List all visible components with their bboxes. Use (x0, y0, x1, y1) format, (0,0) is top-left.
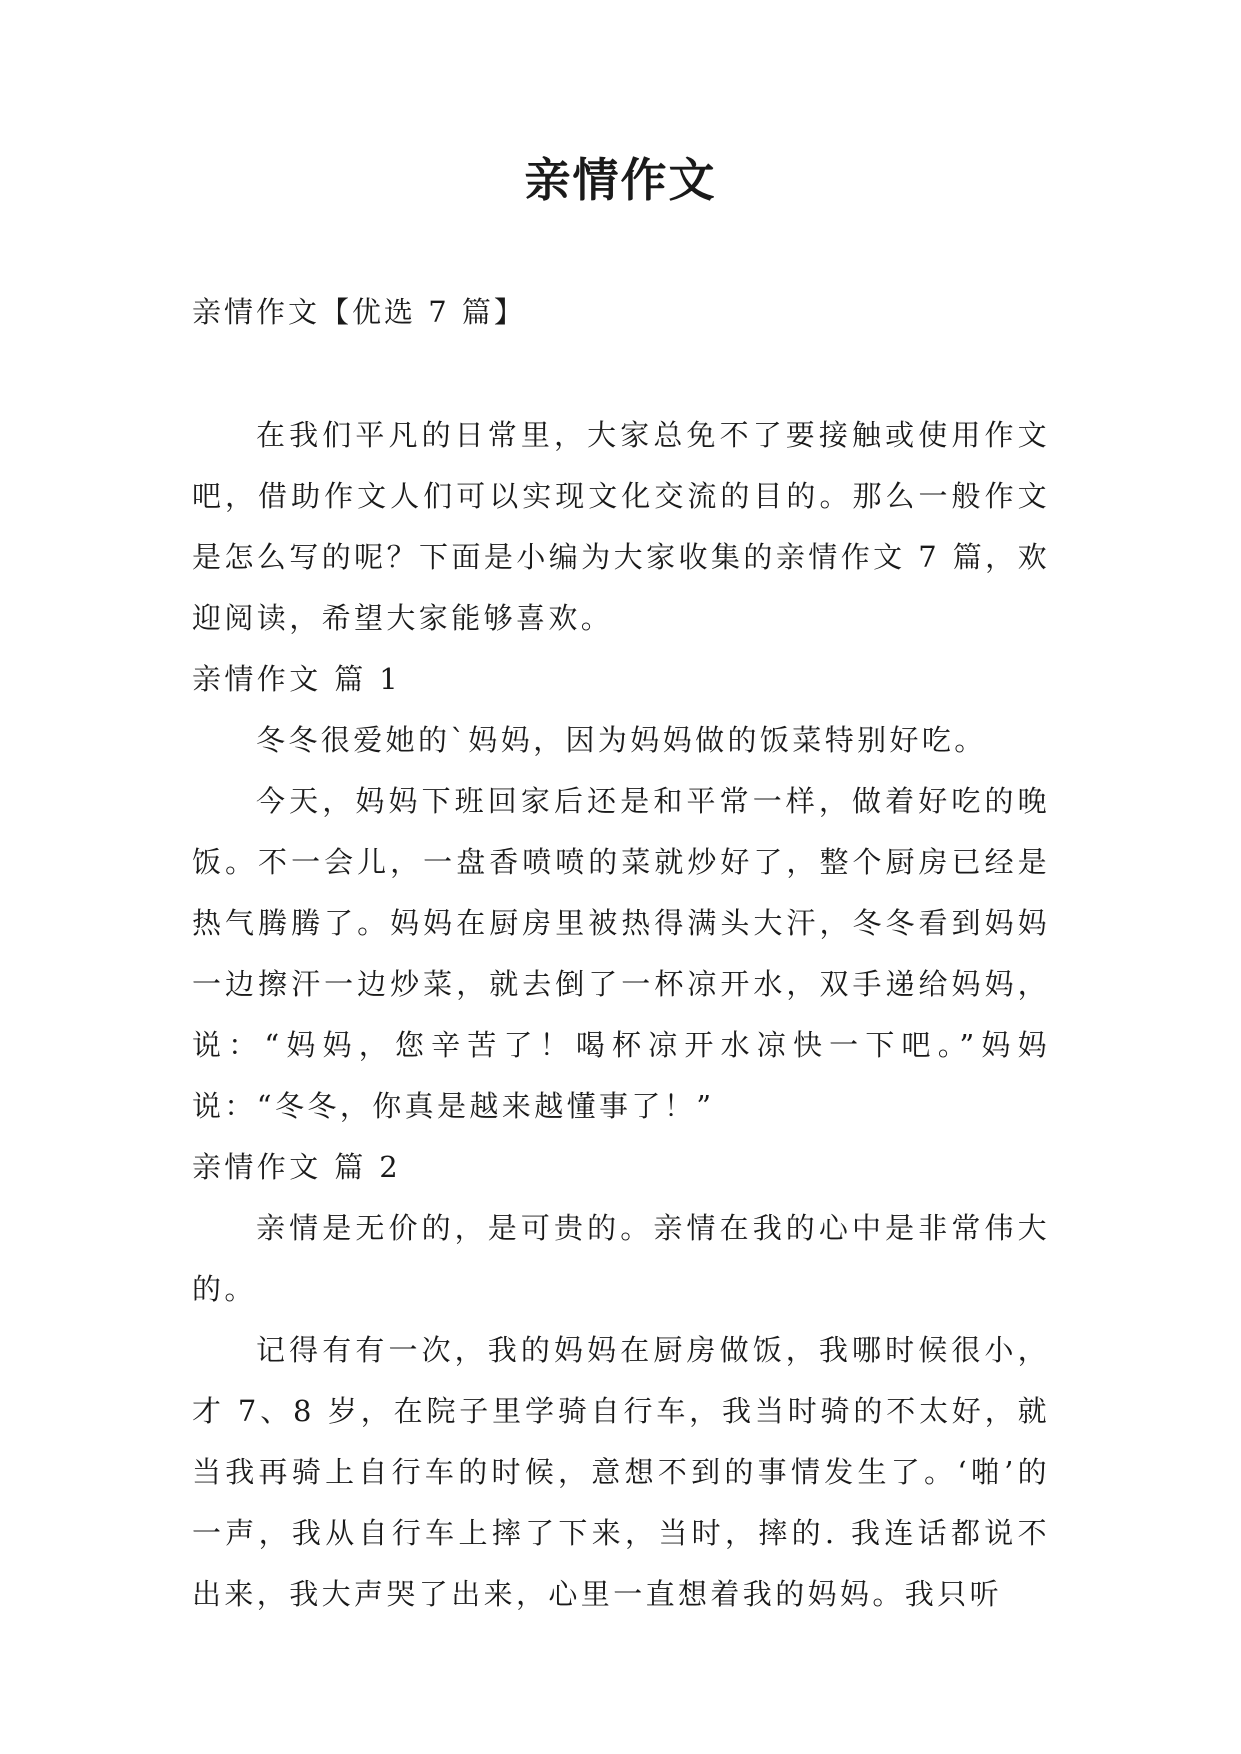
section-heading-1: 亲情作文 篇 1 (192, 662, 402, 696)
section-2-paragraph-1: 亲情是无价的，是可贵的。亲情在我的心中是非常伟大的。 (192, 1211, 1050, 1306)
section-1-paragraph-2: 今天，妈妈下班回家后还是和平常一样，做着好吃的晚饭。不一会儿，一盘香喷喷的菜就炒好了，整个厨房已经是热气腾腾了。妈妈在厨房里被热得满头大汗，冬冬看到妈妈一边擦汗一边炒菜，就去倒了一杯凉开水，双手递给妈妈，说：“妈妈，您辛苦了！喝杯凉开水凉快一下吧。”妈妈说：“冬冬，你真是越来越懂事了！” (192, 784, 1050, 1123)
section-2-paragraph-2: 记得有有一次，我的妈妈在厨房做饭，我哪时候很小，才 7、8 岁，在院子里学骑自行车，我当时骑的不太好，就当我再骑上自行车的时候，意想不到的事情发生了。‘啪’的一声，我从自行车上摔了下来，当时，摔的. 我连话都说不出来，我大声哭了出来，心里一直想着我的妈妈。我只听 (192, 1333, 1050, 1611)
intro-paragraph: 在我们平凡的日常里，大家总免不了要接触或使用作文吧，借助作文人们可以实现文化交流的目的。那么一般作文是怎么写的呢？下面是小编为大家收集的亲情作文 7 篇，欢迎阅读，希望大家能够喜欢。 (192, 418, 1050, 635)
section-1-paragraph-1: 冬冬很爱她的`妈妈，因为妈妈做的饭菜特别好吃。 (256, 723, 987, 757)
document-body (192, 405, 1050, 1625)
document-title: 亲情作文 (524, 153, 717, 207)
document-subtitle: 亲情作文【优选 7 篇】 (192, 295, 526, 329)
section-heading-2: 亲情作文 篇 2 (192, 1150, 402, 1184)
